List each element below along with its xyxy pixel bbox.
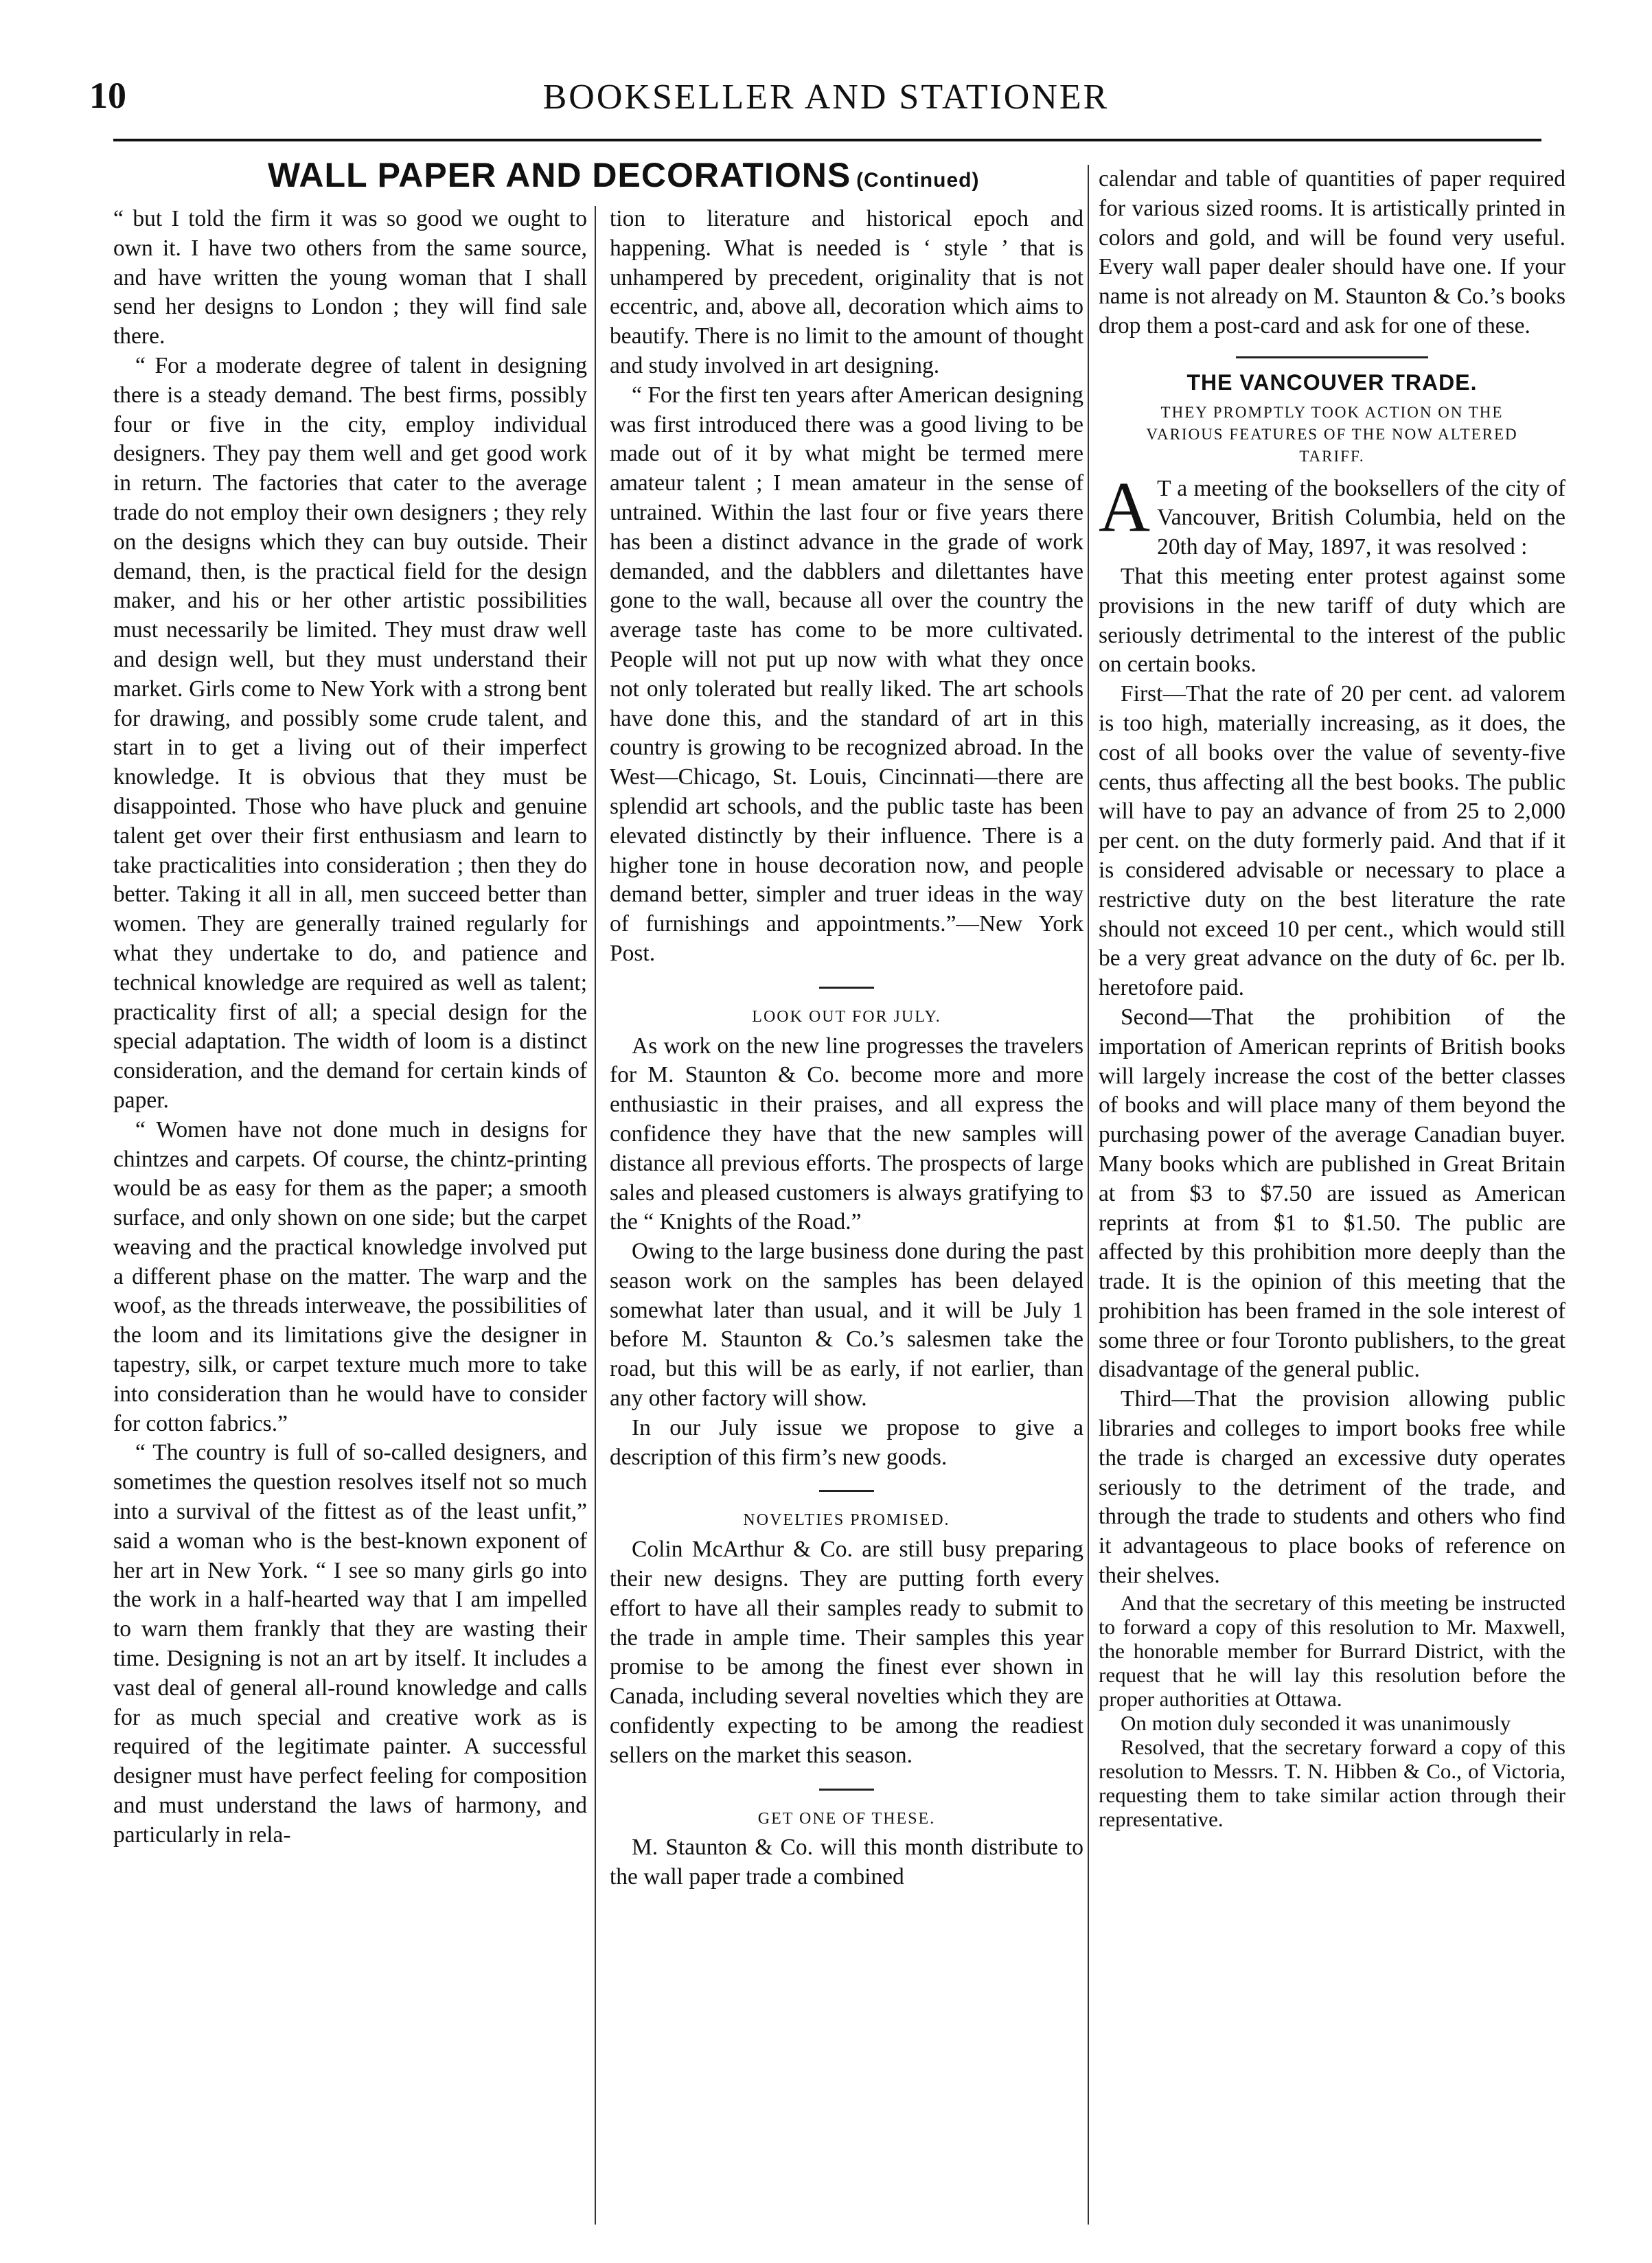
section-separator bbox=[819, 1490, 874, 1492]
vancouver-trade-title: THE VANCOUVER TRADE. bbox=[1186, 369, 1478, 395]
section-separator bbox=[819, 987, 874, 989]
paragraph: As work on the new line progresses the travelers for M. Staunton & Co. become more and more enthusiastic in their praises, and all express the confidence they have that the new samples will distance all previous efforts. The prospects of large sales and pleased customers is always gratifying to the “ Knights of the Road.” bbox=[610, 1033, 1083, 1235]
paragraph: Owing to the large business done during the past season work on the samples has been delayed somewhat later than usual, and it will be July 1 before M. Staunton & Co.’s salesmen take the road, but this will be as early, if not earlier, than any other factory will show. bbox=[610, 1239, 1083, 1412]
paragraph: “ The country is full of so-called designers, and sometimes the question resolves itself not so much into a survival of the fittest as of the least unfit,” said a woman who is the best-known exponent of her art in New York. “ I see so many girls go into the work in a half-hearted way that I am impelled to warn them frankly that they are wasting their time. Designing is not an art by itself. It includes a vast deal of general all-round knowledge and calls for as much special and creative work as is required of the legitimate painter. A successful designer must have perfect feeling for composition and must understand the laws of harmony, and particularly in rela- bbox=[113, 1440, 587, 1848]
paragraph: tion to literature and historical epoch and happening. What is needed is ‘ style ’ that is unhampered by precedent, originality that is not eccentric, and, above all, decoration which aims to beautify. There is no limit to the amount of thought and study involved in art designing. bbox=[610, 206, 1083, 378]
column-rule-1 bbox=[595, 206, 596, 2225]
paragraph: “ For the first ten years after American designing was first introduced there was a good living to be made out of it by what might be termed mere amateur talent ; I mean amateur in the sense of untrained. Within the last four or five years there has been a distinct advance in the grade of work demanded, and the dabblers and dilettantes have gone to the wall, because all over the country the average taste has come to be more cultivated. People will not put up now with what they once not only tolerated but really liked. The art schools have done this, and the standard of art in this country is growing to be recognized abroad. In the West—Chicago, St. Louis, Cincinnati—there are splendid art schools, and the public taste has been elevated distinctly by their influence. There is a higher tone in house decoration now, and people demand better, simpler and truer ideas in the way of furnishings and appointments.”—New York Post. bbox=[610, 382, 1083, 966]
paragraph: First—That the rate of 20 per cent. ad valorem is too high, materially increasing, as it does, the cost of all books over the value of seventy-five cents, thus affecting all the best books. The public will have to pay an advance of from 25 to 2,000 per cent. on the duty formerly paid. And that if it is considered advisable or necessary to place a restrictive duty on the best literature the rate should not exceed 10 per cent., which would still be a very great advance on the duty of 6c. per lb. heretofore paid. bbox=[1099, 681, 1565, 1001]
column-3 bbox=[1099, 165, 1565, 2231]
paragraph: Colin McArthur & Co. are still busy preparing their new designs. They are putting forth every effort to have all their samples ready to submit to the trade in ample time. Their samples this year promise to be among the finest ever shown in Canada, including several novelties which they are confidently expecting to be among the readiest sellers on the market this season. bbox=[610, 1537, 1083, 1768]
section-heading-novelties: NOVELTIES PROMISED. bbox=[743, 1511, 950, 1530]
paragraph: On motion duly seconded it was unanimously bbox=[1121, 1710, 1511, 1735]
paragraph: calendar and table of quantities of paper required for various sized rooms. It is artistically printed in colors and gold, and will be found very useful. Every wall paper dealer should have one. If your name is not already on M. Staunton & Co.’s books drop them a post-card and ask for one of these. bbox=[1099, 166, 1565, 338]
running-head: BOOKSELLER AND STATIONER bbox=[542, 78, 1110, 117]
column-2 bbox=[610, 205, 1083, 2230]
section-separator bbox=[1236, 356, 1428, 358]
paragraph: “ For a moderate degree of talent in designing there is a steady demand. The best firms, possibly four or five in the city, employ individual designers. They pay them well and get good work in return. The factories that cater to the average trade do not employ their own designers ; they rely on the designs which they can buy outside. Their demand, then, is the practical field for the design maker, and his or her other artistic possibilities must necessarily be limited. They must draw well and design well, but they must understand their market. Girls come to New York with a strong bent for drawing, and possibly some crude talent, and start in to get a living out of their imperfect knowledge. It is obvious that they must be disappointed. Those who have pluck and genuine talent get over their first enthusiasm and learn to take practicalities into consideration ; then they do better. Taking it all in all, men succeed better than women. They are generally trained regularly for what they undertake to do, and patience and technical knowledge are required as well as talent; practicality first of all; a special design for the special adaptation. The width of loom is a distinct consideration, and the demand for certain kinds of paper. bbox=[113, 352, 587, 1113]
article-title-text: WALL PAPER AND DECORATIONS bbox=[268, 156, 851, 194]
continued-label: (Continued) bbox=[856, 169, 980, 192]
paragraph: Second—That the prohibition of the importation of American reprints of British books will largely increase the cost of the better classes of books and will place many of them beyond the purchasing power of the average Canadian buyer. Many books which are published in Great Britain at from $3 to $7.50 are issued as American reprints at from $1 to $1.50. The public are affected by this prohibition more deeply than the trade. It is the opinion of this meeting that the prohibition has been framed in the sole interest of some three or four Toronto publishers, to the great disadvantage of the general public. bbox=[1099, 1004, 1565, 1383]
paragraph: Third—That the provision allowing public libraries and colleges to import books free while the trade is charged an excessive duty operates seriously to the detriment of the trade, and through the trade to students and others who find it advantageous to place books of reference on their shelves. bbox=[1099, 1386, 1565, 1589]
page-number: 10 bbox=[89, 75, 126, 116]
article-title bbox=[268, 155, 979, 195]
paragraph: And that the secretary of this meeting be instructed to forward a copy of this resolution to Mr. Maxwell, the honorable member for Burrard District, with the request that he will lay this resolution before the proper authorities at Ottawa. bbox=[1099, 1590, 1565, 1711]
section-heading-look-out: LOOK OUT FOR JULY. bbox=[752, 1007, 941, 1026]
lead-paragraph bbox=[1099, 467, 1565, 562]
paragraph: “ but I told the firm it was so good we ought to own it. I have two others from the same source, and have written the young woman that I shall send her designs to London ; they will find sale there. bbox=[113, 206, 587, 349]
paragraph: M. Staunton & Co. will this month distribute to the wall paper trade a combined bbox=[610, 1835, 1083, 1890]
paragraph: That this meeting enter protest against some provisions in the new tariff of duty which are seriously detrimental to the interest of the public on certain books. bbox=[1099, 563, 1565, 678]
header-rule bbox=[113, 139, 1541, 141]
lead-paragraph-text: T a meeting of the booksellers of the city of Vancouver, British Columbia, held on the 20th day of May, 1897, it was resolved : bbox=[1157, 475, 1565, 560]
vancouver-trade-subtitle: THEY PROMPTLY TOOK ACTION ON THE VARIOUS FEATURES OF THE NOW ALTERED TARIFF. bbox=[1146, 403, 1518, 465]
section-heading-get-one: GET ONE OF THESE. bbox=[757, 1809, 936, 1828]
drop-cap: A bbox=[1099, 467, 1151, 547]
paragraph: In our July issue we propose to give a description of this firm’s new goods. bbox=[610, 1414, 1083, 1470]
column-rule-2 bbox=[1088, 165, 1089, 2225]
column-1 bbox=[113, 205, 587, 2230]
paragraph: Resolved, that the secretary forward a copy of this resolution to Messrs. T. N. Hibben & Co., of Victoria, requesting them to take similar action through their representative. bbox=[1099, 1734, 1565, 1831]
section-separator bbox=[819, 1789, 874, 1791]
paragraph: “ Women have not done much in designs for chintzes and carpets. Of course, the chintz-printing would be as easy for them as the paper; a smooth surface, and only shown on one side; but the carpet weaving and the practical knowledge involved put a different phase on the matter. The warp and the woof, as the threads interweave, the possibilities of the loom and its limitations give the designer in tapestry, silk, or carpet texture much more to take into consideration than he would have to consider for cotton fabrics.” bbox=[113, 1116, 587, 1436]
